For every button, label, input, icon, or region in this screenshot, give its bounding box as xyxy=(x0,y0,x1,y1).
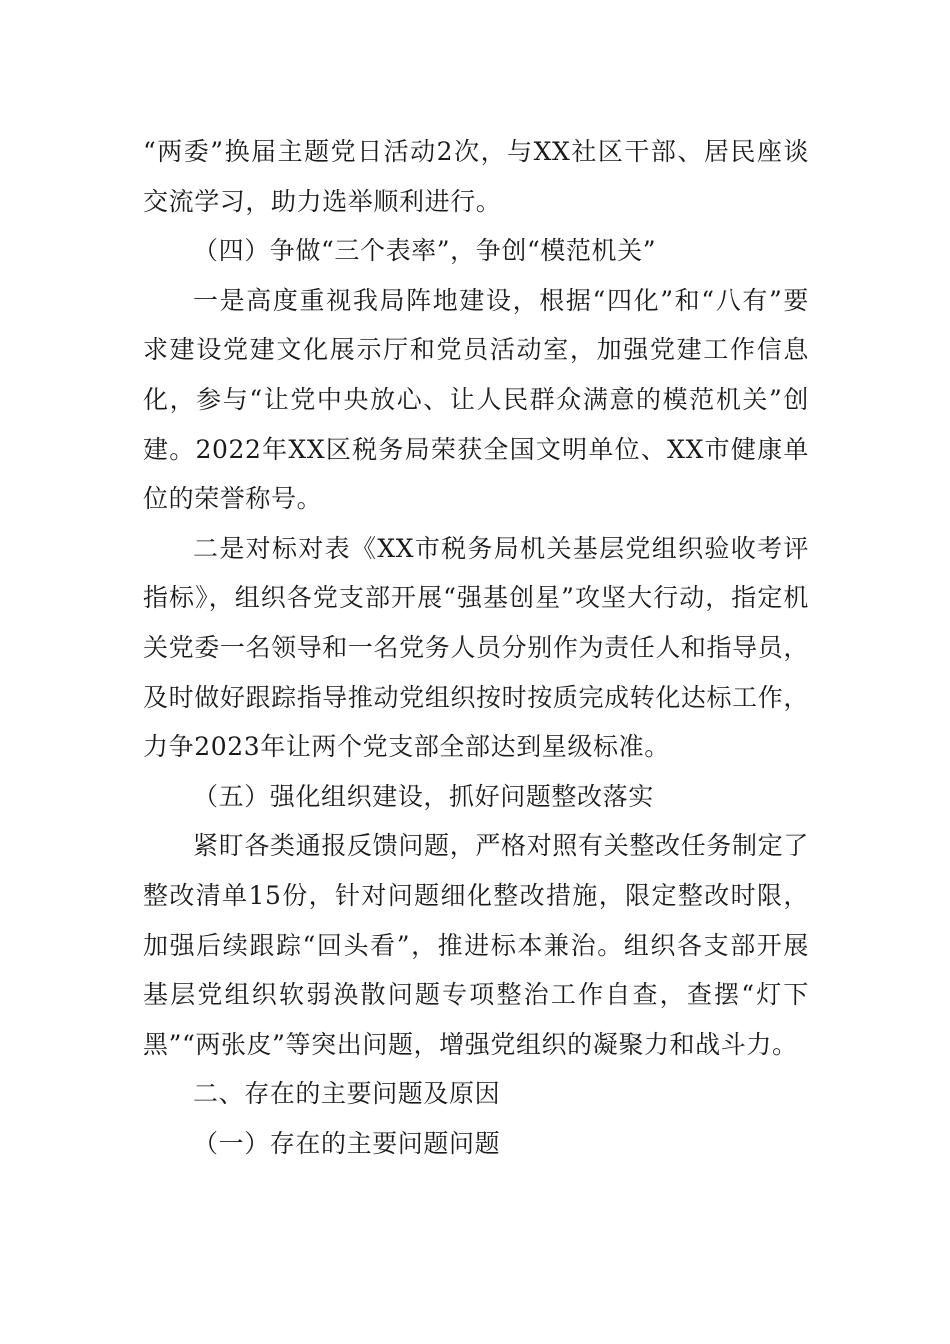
paragraph-position-building: 一是高度重视我局阵地建设，根据“四化”和“八有”要求建设党建文化展示厅和党员活动室，加强党建工作信息化，参与“让党中央放心、让人民群众满意的模范机关”创建。2022年XX区税务局荣获全国文明单位、XX市健康单位的荣誉称号。 xyxy=(143,285,809,514)
paragraph-continuation: “两委”换届主题党日活动2次，与XX社区干部、居民座谈交流学习，助力选举顺利进行。 xyxy=(143,137,809,216)
subheading-five: （五）强化组织建设，抓好问题整改落实 xyxy=(193,781,654,811)
subheading-four: （四）争做“三个表率”，争创“模范机关” xyxy=(193,236,657,266)
paragraph-rectification: 紧盯各类通报反馈问题，严格对照有关整改任务制定了整改清单15份，针对问题细化整改措施，限定整改时限，加强后续跟踪“回头看”，推进标本兼治。组织各支部开展基层党组织软弱涣散问题专项整治工作自查，查摆“灯下黑”“两张皮”等突出问题，增强党组织的凝聚力和战斗力。 xyxy=(143,831,809,1059)
paragraph-benchmarking: 二是对标对表《XX市税务局机关基层党组织验收考评指标》，组织各党支部开展“强基创星”攻坚大行动，指定机关党委一名领导和一名党务人员分别作为责任人和指导员，及时做好跟踪指导推动党组织按时按质完成转化达标工作，力争2023年让两个党支部全部达到星级标准。 xyxy=(143,533,809,762)
document-body xyxy=(143,127,809,1168)
subheading-two-one: （一）存在的主要问题问题 xyxy=(193,1128,501,1158)
section-heading-two: 二、存在的主要问题及原因 xyxy=(193,1079,501,1109)
